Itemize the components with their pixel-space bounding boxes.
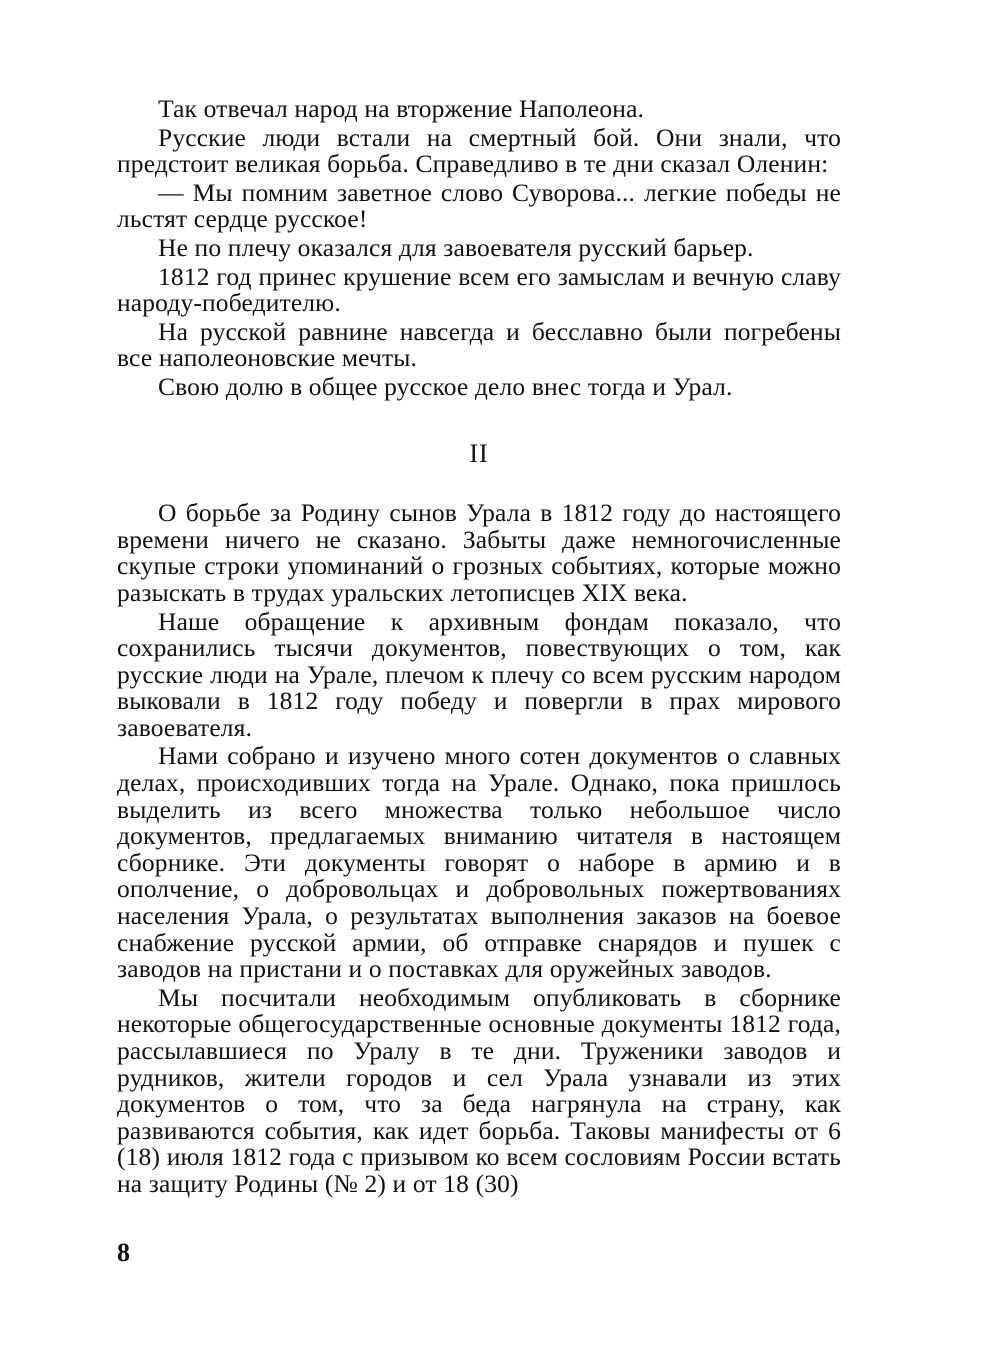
paragraph-documents-collected: Нами собрано и изучено много сотен документов о славных делах, происходивших тогда на Урале. Однако, пока пришлось выделить из всего множества только небольшое число документов, предлагаемых вниманию читателя в настоящем сборнике. Эти документы говорят о наборе в армию и в ополчение, о добровольцах и добровольных пожертвованиях населения Урала, о результатах выполнения заказов на боевое снабжение русской армии, об отправке снарядов и пушек с заводов на пристани и о поставках для оружейных заводов. [117, 741, 841, 984]
paragraph-napoleon-answer: Так отвечал народ на вторжение Наполеона. [158, 94, 645, 123]
paragraph-russian-barrier: Не по плечу оказался для завоевателя русский барьер. [158, 232, 754, 262]
paragraph-suvorov-quote: — Мы помним заветное слово Суворова... легкие победы не льстят сердце русское! [117, 177, 841, 234]
book-page [117, 96, 841, 1198]
page-number: 8 [117, 1238, 130, 1267]
section-two [117, 500, 841, 1197]
paragraph-russian-people: Русские люди встали на смертный бой. Они знали, что предстоит великая борьба. Справедливо в те дни сказал Оленин: [117, 122, 841, 179]
paragraph-ural-sons: О борьбе за Родину сынов Урала в 1812 году до настоящего времени ничего не сказано. Забыты даже немногочисленные скупые строки упоминаний о грозных событиях, которые можно разыскать в трудах уральских летописцев XIX века. [117, 498, 841, 607]
paragraph-archives: Наше обращение к архивным фондам показало, что сохранились тысячи документов, повествующих о том, как русские люди на Урале, плечом к плечу со всем русским народом выковали в 1812 году победу и повергли в прах мирового завоевателя. [117, 606, 841, 742]
section-heading-roman-two: II [469, 438, 489, 468]
paragraph-ural-share: Свою долю в общее русское дело внес тогда и Урал. [158, 371, 733, 401]
paragraph-russian-plain: На русской равнине навсегда и бесславно были погребены все наполеоновские мечты. [117, 316, 841, 373]
paragraph-state-documents: Мы посчитали необходимым опубликовать в сборнике некоторые общегосударственные основные документы 1812 года, рассылавшиеся по Уралу в те дни. Труженики заводов и рудников, жители городов и сел Урала узнавали из этих документов о том, что за беда нагрянула на страну, как развиваются события, как идет борьба. Таковы манифесты от 6 (18) июля 1812 года с призывом ко всем сословиям России встать на защиту Родины (№ 2) и от 18 (30) [117, 982, 841, 1198]
section-one [117, 96, 841, 401]
paragraph-year-1812: 1812 год принес крушение всем его замыслам и вечную славу народу-победителю. [117, 261, 841, 318]
